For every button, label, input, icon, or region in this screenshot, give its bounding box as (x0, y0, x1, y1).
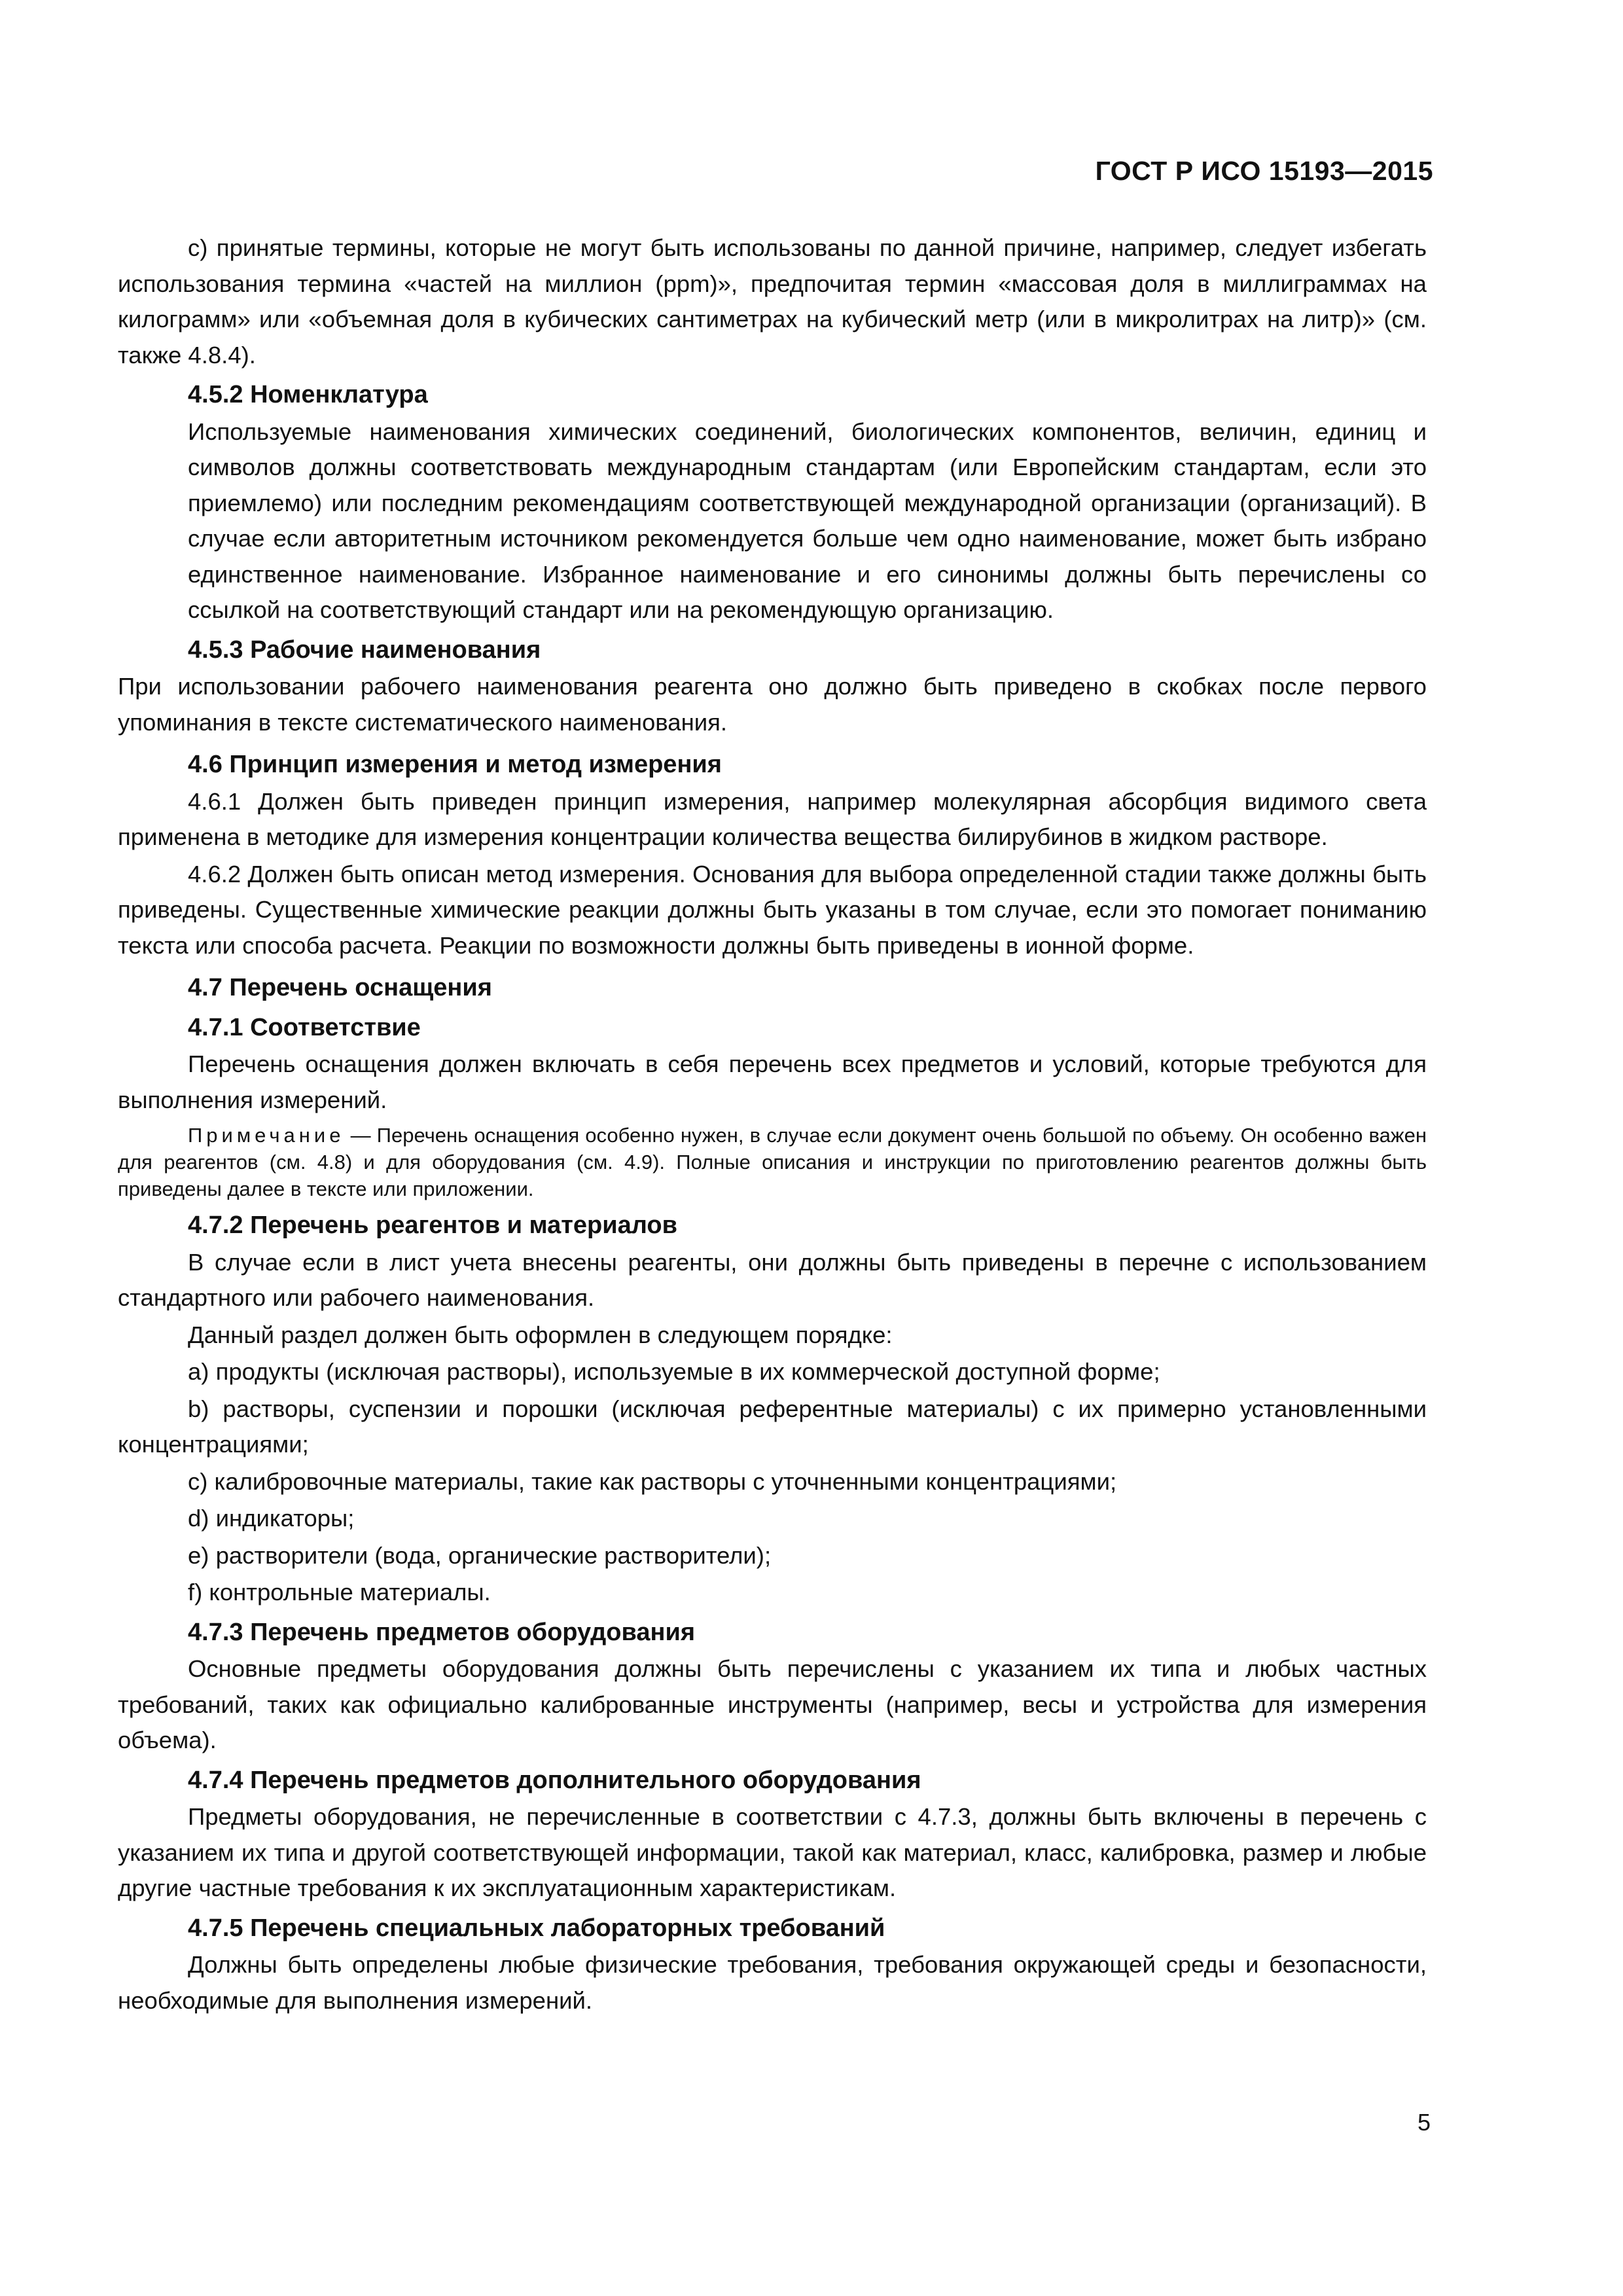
note-label: Примечание (188, 1124, 345, 1147)
paragraph-4-7-4: Предметы оборудования, не перечисленные в соответствии с 4.7.3, должны быть включены в перечень с указанием их типа и другой соответствующей информации, такой как материал, класс, калибровка, размер и любые другие частные требования к их эксплуатационным характеристикам. (118, 1803, 1427, 1901)
heading-4-7-4: 4.7.4 Перечень предметов дополнительного оборудования (188, 1766, 921, 1794)
heading-4-5-3: 4.5.3 Рабочие наименования (188, 636, 541, 664)
list-item: c) калибровочные материалы, такие как растворы с уточненными концентрациями; (188, 1467, 1117, 1495)
paragraph-4-7-2-text1: В случае если в лист учета внесены реагенты, они должны быть приведены в перечне с использованием стандартного или рабочего наименования. (118, 1248, 1427, 1311)
heading-4-7-1: 4.7.1 Соответствие (188, 1013, 421, 1041)
paragraph-4-6-1: 4.6.1 Должен быть приведен принцип измерения, например молекулярная абсорбция видимого света применена в методике для измерения концентрации количества вещества билирубинов в жидком растворе. (118, 787, 1427, 850)
heading-4-7: 4.7 Перечень оснащения (188, 974, 492, 1001)
page-number: 5 (1418, 2109, 1431, 2136)
heading-4-7-3: 4.7.3 Перечень предметов оборудования (188, 1618, 695, 1646)
heading-4-7-5: 4.7.5 Перечень специальных лабораторных требований (188, 1914, 885, 1942)
document-code: ГОСТ Р ИСО 15193—2015 (1095, 156, 1433, 186)
paragraph-4-7-5: Должны быть определены любые физические требования, требования окружающей среды и безопасности, необходимые для выполнения измерений. (118, 1951, 1427, 2014)
paragraph-intro-c: с) принятые термины, которые не могут быть использованы по данной причине, например, следует избегать использования термина «частей на миллион (ppm)», предпочитая термин «массовая доля в миллиграммах на килограмм» или «объемная доля в кубических сантиметрах на кубический метр (или в микролитрах на литр)» (см. также 4.8.4). (118, 234, 1427, 368)
heading-4-7-2: 4.7.2 Перечень реагентов и материалов (188, 1211, 677, 1239)
list-item: a) продукты (исключая растворы), используемые в их коммерческой доступной форме; (188, 1358, 1160, 1385)
note-text: — Перечень оснащения особенно нужен, в случае если документ очень большой по объему. Он особенно важен для реагентов (см. 4.8) и для оборудования (см. 4.9). Полные описания и инструкции по приготовлению реагентов должны быть приведены далее в тексте или приложении. (118, 1124, 1427, 1200)
document-body (118, 230, 1427, 2020)
list-item: e) растворители (вода, органические растворители); (188, 1541, 772, 1569)
heading-4-6: 4.6 Принцип измерения и метод измерения (188, 751, 722, 778)
list-item: d) индикаторы; (188, 1505, 355, 1532)
paragraph-4-6-2: 4.6.2 Должен быть описан метод измерения. Основания для выбора определенной стадии также должны быть приведены. Существенные химические реакции должны быть указаны в том случае, если это помогает пониманию текста или способа расчета. Реакции по возможности должны быть приведены в ионной форме. (118, 860, 1427, 959)
list-item: b) растворы, суспензии и порошки (исключая референтные материалы) с их примерно установленными концентрациями; (118, 1395, 1427, 1458)
paragraph-4-5-2: Используемые наименования химических соединений, биологических компонентов, величин, единиц и символов должны соответствовать международным стандартам (или Европейским стандартам, если это приемлемо) или последним рекомендациям соответствующей международной организации (организаций). В случае если авторитетным источником рекомендуется больше чем одно наименование, может быть избрано единственное наименование. Избранное наименование и его синонимы должны быть перечислены со ссылкой на соответствующий стандарт или на рекомендующую организацию. (188, 418, 1427, 623)
list-item: f) контрольные материалы. (188, 1579, 491, 1605)
paragraph-4-5-3: При использовании рабочего наименования реагента оно должно быть приведено в скобках после первого упоминания в тексте систематического наименования. (118, 673, 1427, 736)
note (118, 1122, 1427, 1202)
paragraph-4-7-2-text2: Данный раздел должен быть оформлен в следующем порядке: (188, 1321, 893, 1348)
paragraph-4-7-1: Перечень оснащения должен включать в себя перечень всех предметов и условий, которые требуются для выполнения измерений. (118, 1050, 1427, 1113)
paragraph-4-7-3: Основные предметы оборудования должны быть перечислены с указанием их типа и любых частных требований, таких как официально калиброванные инструменты (например, весы и устройства для измерения объема). (118, 1655, 1427, 1753)
heading-4-5-2: 4.5.2 Номенклатура (188, 381, 428, 408)
